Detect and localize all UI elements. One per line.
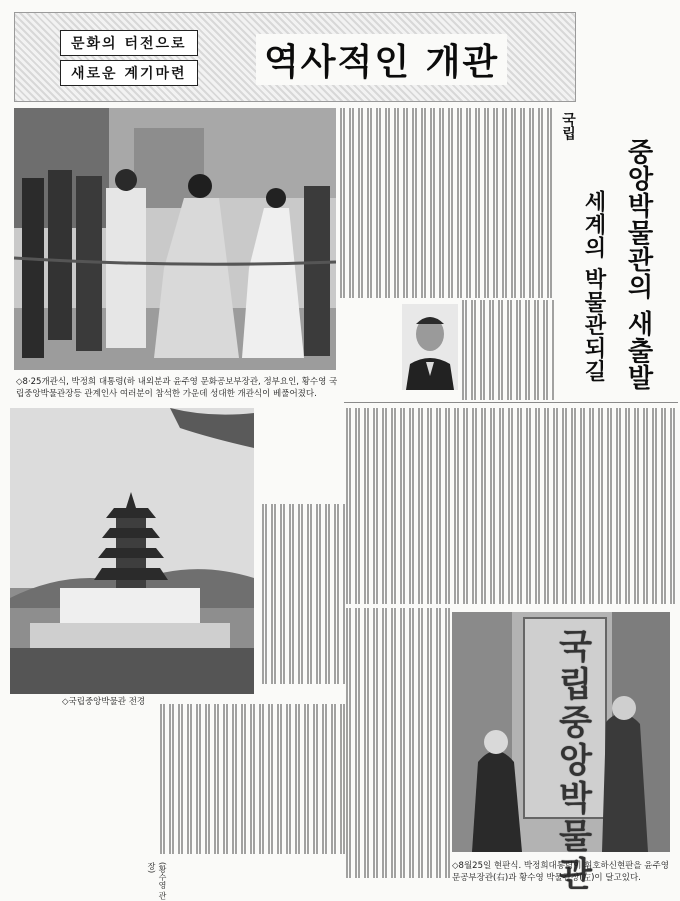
ceremony-caption: ◇8·25개관식, 박정희 대통령(하 내외분과 윤주영 문화공보부장관, 정부요인, 황수영 국립중앙박물관장등 관계인사 여러분이 참석한 가운데 성대한 개관식이 베풀어졌다. [16, 377, 338, 399]
portrait-photo [402, 304, 458, 390]
ceremony-photo [14, 108, 336, 370]
byline: (황수영 관장) [147, 862, 167, 900]
article-column [262, 504, 346, 684]
kicker-line-1: 문화의 터전으로 [60, 30, 198, 56]
subhead-tag: 국립 [560, 112, 576, 140]
headline: 역사적인 개관 [256, 34, 507, 85]
article-column [462, 300, 554, 400]
museum-photo [10, 408, 254, 694]
article-column [346, 408, 676, 604]
museum-caption: ◇국립중앙박물관 전경 [62, 697, 146, 707]
signboard-caption: ◇8월25일 현판식. 박정희대통령이 휘호하신현판을 윤주영문공부장관(右)과 황수영 박물관장(左)이 달고있다. [452, 861, 669, 883]
section-rule [344, 402, 678, 403]
subhead-sub: 세계의 박물관되길 [581, 190, 606, 383]
kicker-line-2: 새로운 계기마련 [60, 60, 198, 86]
subhead-main: 중앙박물관의 새출발 [623, 138, 653, 392]
article-column [340, 108, 552, 298]
signboard-lettering: 국립중앙박물관 [552, 628, 592, 894]
article-column [160, 704, 346, 854]
article-column [346, 608, 450, 878]
